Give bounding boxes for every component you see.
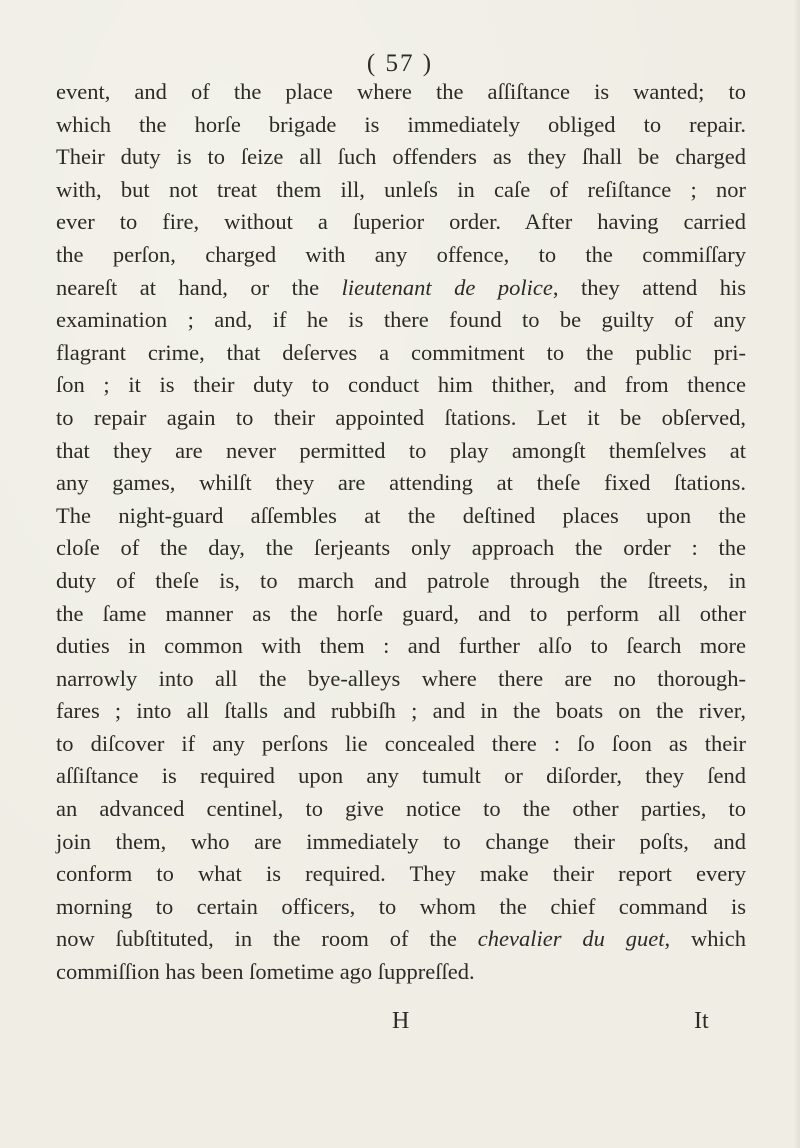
text-line: the ſame manner as the horſe guard, and to perform all other — [56, 600, 746, 626]
text-line: with, but not treat them ill, unleſs in caſe of reſiſtance ; nor — [56, 176, 746, 202]
text-line: aſſiſtance is required upon any tumult or diſorder, they ſend — [56, 763, 746, 789]
catchword: It — [694, 1008, 709, 1034]
text-line: any games, whilſt they are attending at theſe fixed ſtations. — [56, 470, 746, 496]
text-line: which the horſe brigade is immediately obliged to repair. — [56, 111, 746, 137]
text-line: now ſubſtituted, in the room of the chevalier du guet, which — [56, 926, 746, 952]
text-line: event, and of the place where the aſſiſtance is wanted; to — [56, 79, 746, 104]
page-edge-shadow — [794, 0, 800, 1148]
text-line: that they are never permitted to play amongſt themſelves at — [56, 437, 746, 463]
text-line: fares ; into all ſtalls and rubbiſh ; and in the boats on the river, — [56, 698, 746, 724]
text-line: flagrant crime, that deſerves a commitment to the public pri- — [56, 339, 746, 365]
text-line: Their duty is to ſeize all ſuch offenders as they ſhall be charged — [56, 144, 746, 170]
text-line: narrowly into all the bye-alleys where there are no thorough- — [56, 665, 746, 691]
text-line: morning to certain officers, to whom the chief command is — [56, 893, 746, 919]
text-line: neareſt at hand, or the lieutenant de police, they attend his — [56, 274, 746, 300]
text-line: an advanced centinel, to give notice to the other parties, to — [56, 796, 746, 822]
page-number: ( 57 ) — [366, 50, 434, 77]
signature-mark: H — [392, 1008, 410, 1034]
text-line: join them, who are immediately to change their poſts, and — [56, 828, 746, 854]
text-line: to diſcover if any perſons lie concealed there : ſo ſoon as their — [56, 730, 746, 756]
text-line: duty of theſe is, to march and patrole through the ſtreets, in — [56, 567, 746, 593]
text-line: commiſſion has been ſometime ago ſuppreſſed. — [56, 959, 475, 985]
text-line: duties in common with them : and further alſo to ſearch more — [56, 633, 746, 659]
text-line: cloſe of the day, the ſerjeants only approach the order : the — [56, 535, 746, 561]
text-line: conform to what is required. They make their report every — [56, 861, 746, 887]
page-footer — [0, 1008, 800, 1048]
body-text — [56, 76, 746, 989]
text-line: ſon ; it is their duty to conduct him thither, and from thence — [56, 372, 746, 398]
text-line: The night-guard aſſembles at the deſtined places upon the — [56, 502, 746, 528]
italic-phrase: lieutenant de police — [341, 274, 553, 300]
text-line: to repair again to their appointed ſtations. Let it be obſerved, — [56, 404, 746, 430]
text-line: ever to fire, without a ſuperior order. After having carried — [56, 209, 746, 235]
text-line: examination ; and, if he is there found to be guilty of any — [56, 307, 746, 333]
italic-phrase: chevalier du guet — [477, 926, 665, 952]
text-line: the perſon, charged with any offence, to the commiſſary — [56, 241, 746, 267]
